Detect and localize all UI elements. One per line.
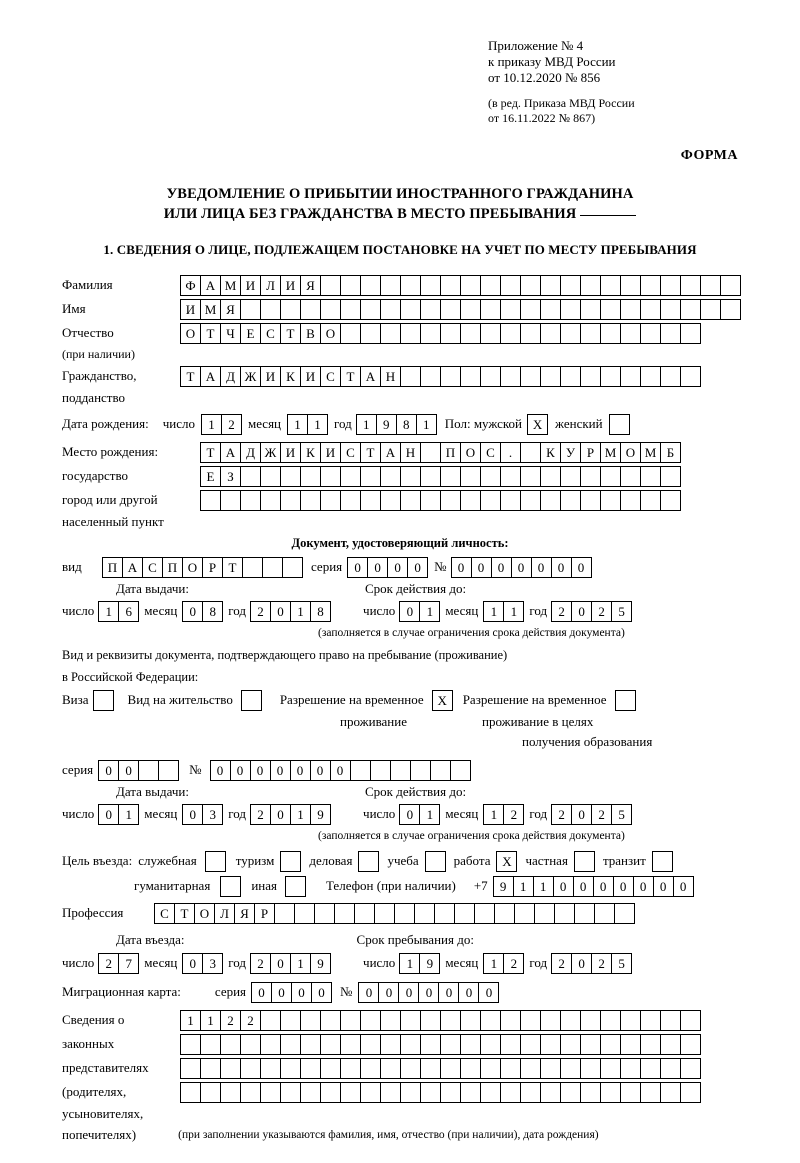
document-valid-label: Срок действия до: (365, 581, 467, 596)
birthdate-label: Дата рождения: (62, 416, 149, 431)
page-title-line-1: УВЕДОМЛЕНИЕ О ПРИБЫТИИ ИНОСТРАННОГО ГРАЖДАНИНА (166, 186, 634, 202)
purpose-study-checkbox[interactable] (425, 851, 446, 872)
stay-year-input[interactable]: 2 0 2 5 (551, 953, 632, 974)
row-representatives-3 (0, 1057, 800, 1079)
permit-series-input[interactable]: 0 0 (98, 760, 179, 781)
representatives-label-5: усыновителях, (62, 1106, 144, 1121)
document-issue-month-input[interactable]: 0 8 (182, 601, 223, 622)
surname-label: Фамилия (62, 277, 113, 292)
row-representatives-label-5 (0, 1105, 800, 1123)
permit-number-input[interactable]: 0 0 0 0 0 0 0 (210, 760, 471, 781)
header-line-3: от 10.12.2020 № 856 (488, 70, 601, 85)
citizenship-label: Гражданство, (62, 368, 137, 383)
document-type-input[interactable]: П А С П О Р Т (102, 557, 303, 578)
row-birthplace-note (0, 513, 800, 530)
stay-month-label: месяц (445, 955, 479, 970)
phone-prefix: +7 (473, 878, 488, 893)
row-profession (0, 902, 800, 924)
permit-edu-checkbox[interactable] (615, 690, 636, 711)
row-permit-sublabels-2 (0, 733, 800, 751)
name-input[interactable]: И М Я (180, 299, 741, 320)
row-permit-sublabels (0, 713, 800, 731)
sex-male-label: Пол: мужской (444, 416, 523, 431)
entry-day-label: число (62, 955, 95, 970)
row-entry-labels (0, 930, 800, 950)
permit-edu-label-1: Разрешение на временное (462, 692, 607, 707)
profession-input[interactable]: С Т О Л Я Р (154, 903, 635, 924)
document-type-label: вид (62, 559, 82, 574)
stay-month-input[interactable]: 1 2 (483, 953, 524, 974)
birthplace-sublabel-2: город или другой (62, 492, 158, 507)
permit-issue-month-label: месяц (144, 806, 178, 821)
row-citizenship (0, 365, 800, 387)
phone-label: Телефон (при наличии) (325, 878, 456, 893)
entry-day-input[interactable]: 2 7 (98, 953, 139, 974)
permit-validity-note: (заполняется в случае ограничения срока действия документа) (318, 829, 625, 842)
purpose-transit-label: транзит (602, 853, 646, 868)
permit-valid-day-input[interactable]: 0 1 (399, 804, 440, 825)
document-series-label: серия (311, 559, 343, 574)
sex-female-label: женский (555, 416, 603, 431)
citizenship-input[interactable]: Т А Д Ж И К И С Т А Н (180, 366, 701, 387)
patronymic-input[interactable]: О Т Ч Е С Т В О (180, 323, 701, 344)
representatives-note: (при заполнении указываются фамилия, имя, отчество (при наличии), дата рождения) (178, 1129, 599, 1141)
permit-header-1: Вид и реквизиты документа, подтверждающего право на пребывание (проживание) (62, 647, 508, 662)
document-series-input[interactable]: 0 0 0 0 (347, 557, 428, 578)
permit-series-label: серия (62, 762, 94, 777)
document-valid-month-input[interactable]: 1 1 (483, 601, 524, 622)
birthdate-year-label: год (334, 416, 352, 431)
purpose-official-label: служебная (138, 853, 197, 868)
document-issue-year-label: год (228, 603, 247, 618)
purpose-official-checkbox[interactable] (205, 851, 226, 872)
document-issue-day-label: число (62, 603, 95, 618)
sex-male-checkbox[interactable]: X (527, 414, 548, 435)
purpose-business-checkbox[interactable] (358, 851, 379, 872)
permit-temp-checkbox[interactable]: X (432, 690, 453, 711)
migration-card-label: Миграционная карта: (62, 984, 181, 999)
entry-year-input[interactable]: 2 0 1 9 (250, 953, 331, 974)
birthdate-day-label: число (162, 416, 195, 431)
migration-series-label: серия (214, 984, 247, 999)
birthplace-label: Место рождения: (62, 444, 159, 459)
representatives-line3-input[interactable] (180, 1058, 701, 1079)
page-title-line-2: ИЛИ ЛИЦА БЕЗ ГРАЖДАНСТВА В МЕСТО ПРЕБЫВАНИЯ (163, 206, 577, 222)
row-representatives-2 (0, 1033, 800, 1055)
permit-issue-month-input[interactable]: 0 3 (182, 804, 223, 825)
document-header-label: Документ, удостоверяющий личность: (291, 535, 509, 550)
document-issue-day-input[interactable]: 1 6 (98, 601, 139, 622)
birthplace-sublabel-3: населенный пункт (62, 513, 164, 529)
row-permit-note (0, 827, 800, 844)
row-patronymic (0, 322, 800, 344)
patronymic-sublabel: (при наличии) (62, 347, 135, 361)
permit-residence-label: Вид на жительство (127, 692, 233, 707)
document-valid-year-label: год (529, 603, 548, 618)
purpose-tourism-label: туризм (235, 853, 275, 868)
permit-header-2: в Российской Федерации: (62, 669, 199, 684)
birthdate-month-input[interactable]: 1 1 (287, 414, 328, 435)
row-permit-header-1 (0, 645, 800, 665)
phone-input[interactable]: 9 1 1 0 0 0 0 0 0 0 (493, 876, 694, 897)
row-representatives-4 (0, 1081, 800, 1103)
sex-female-checkbox[interactable] (609, 414, 630, 435)
stay-day-input[interactable]: 1 9 (399, 953, 440, 974)
permit-number-label: № (189, 762, 202, 777)
permit-residence-checkbox[interactable] (241, 690, 262, 711)
purpose-study-label: учеба (387, 853, 419, 868)
migration-series-input[interactable]: 0 0 0 0 (251, 982, 332, 1003)
document-number-input[interactable]: 0 0 0 0 0 0 0 (451, 557, 592, 578)
permit-temp-label-2: проживание (340, 714, 407, 729)
permit-valid-label: Срок действия до: (365, 784, 467, 799)
header-line-4: (в ред. Приказа МВД России (488, 96, 635, 110)
document-issue-month-label: месяц (144, 603, 178, 618)
row-birthplace-2 (0, 465, 800, 487)
row-citizenship-note (0, 389, 800, 407)
representatives-label-2: законных (62, 1036, 115, 1051)
row-representatives-footer (0, 1125, 800, 1145)
stay-day-label: число (363, 955, 396, 970)
entry-month-input[interactable]: 0 3 (182, 953, 223, 974)
purpose-label: Цель въезда: (62, 853, 133, 868)
permit-issue-year-label: год (228, 806, 247, 821)
permit-visa-checkbox[interactable] (93, 690, 114, 711)
permit-issue-day-label: число (62, 806, 95, 821)
row-name (0, 298, 800, 320)
surname-input[interactable]: Ф А М И Л И Я (180, 275, 741, 296)
birthdate-day-input[interactable]: 1 2 (201, 414, 242, 435)
citizenship-sublabel: подданство (62, 390, 126, 405)
row-permit-types (0, 689, 800, 711)
representatives-label-3: представителях (62, 1060, 149, 1075)
permit-temp-label-1: Разрешение на временное (279, 692, 424, 707)
purpose-other-label: иная (251, 878, 277, 893)
entry-date-label: Дата въезда: (116, 932, 185, 947)
purpose-tourism-checkbox[interactable] (280, 851, 301, 872)
purpose-transit-checkbox[interactable] (652, 851, 673, 872)
row-birthdate (0, 413, 800, 435)
representatives-line2-input[interactable] (180, 1034, 701, 1055)
row-representatives-1 (0, 1009, 800, 1031)
row-permit-series (0, 759, 800, 781)
purpose-humanitarian-label: гуманитарная (134, 878, 211, 893)
document-number-label: № (434, 559, 447, 574)
page-title (0, 184, 800, 224)
row-purpose (0, 850, 800, 872)
birthplace-sublabel-1: государство (62, 468, 128, 483)
purpose-work-label: работа (453, 853, 491, 868)
row-document-type (0, 556, 800, 578)
permit-valid-month-label: месяц (445, 806, 479, 821)
birthdate-year-input[interactable]: 1 9 8 1 (356, 414, 437, 435)
row-permit-date-labels (0, 783, 800, 801)
row-document-dates (0, 600, 800, 622)
document-issue-year-input[interactable]: 2 0 1 8 (250, 601, 331, 622)
permit-issue-day-input[interactable]: 0 1 (98, 804, 139, 825)
entry-year-label: год (228, 955, 247, 970)
purpose-business-label: деловая (309, 853, 353, 868)
stay-until-label: Срок пребывания до: (356, 932, 474, 947)
section-1-title: 1. СВЕДЕНИЯ О ЛИЦЕ, ПОДЛЕЖАЩЕМ ПОСТАНОВКЕ НА УЧЕТ ПО МЕСТУ ПРЕБЫВАНИЯ (103, 242, 697, 257)
permit-valid-day-label: число (363, 806, 396, 821)
row-entry-dates (0, 952, 800, 974)
row-permit-header-2 (0, 667, 800, 687)
permit-visa-label: Виза (62, 692, 89, 707)
birthdate-month-label: месяц (247, 416, 282, 431)
document-valid-month-label: месяц (445, 603, 479, 618)
patronymic-label: Отчество (62, 325, 114, 340)
document-issue-label: Дата выдачи: (116, 581, 190, 596)
entry-month-label: месяц (144, 955, 178, 970)
purpose-private-label: частная (525, 853, 568, 868)
profession-label: Профессия (62, 905, 124, 920)
representatives-label-1: Сведения о (62, 1012, 125, 1027)
document-valid-day-label: число (363, 603, 396, 618)
representatives-label-6: попечителях) (62, 1127, 137, 1142)
representatives-label-4: (родителях, (62, 1084, 127, 1099)
row-document-note (0, 624, 800, 641)
migration-number-label: № (340, 984, 353, 999)
row-birthplace (0, 441, 800, 463)
permit-edu-label-3: получения образования (522, 734, 653, 749)
permit-edu-label-2: проживание в целях (482, 714, 594, 729)
name-label: Имя (62, 301, 86, 316)
title-blank-line (580, 215, 636, 216)
document-valid-year-input[interactable]: 2 0 2 5 (551, 601, 632, 622)
migration-number-input[interactable]: 0 0 0 0 0 0 0 (358, 982, 499, 1003)
row-migration-card (0, 981, 800, 1003)
row-document-date-labels (0, 580, 800, 598)
purpose-other-checkbox[interactable] (285, 876, 306, 897)
permit-valid-month-input[interactable]: 1 2 (483, 804, 524, 825)
representatives-line4-input[interactable] (180, 1082, 701, 1103)
header-line-5: от 16.11.2022 № 867) (488, 111, 596, 125)
document-validity-note: (заполняется в случае ограничения срока действия документа) (318, 626, 625, 639)
birthplace-line1-input[interactable]: Т А Д Ж И К И С Т А Н П О С . К У Р М О М Б (200, 442, 681, 463)
permit-valid-year-label: год (529, 806, 548, 821)
representatives-line1-input[interactable]: 1 1 2 2 (180, 1010, 701, 1031)
permit-issue-label: Дата выдачи: (116, 784, 190, 799)
purpose-work-checkbox[interactable]: X (496, 851, 517, 872)
row-surname (0, 274, 800, 296)
forma-label: ФОРМА (680, 148, 738, 163)
document-valid-day-input[interactable]: 0 1 (399, 601, 440, 622)
stay-year-label: год (529, 955, 548, 970)
header-line-2: к приказу МВД России (488, 54, 616, 69)
row-permit-dates (0, 803, 800, 825)
permit-valid-year-input[interactable]: 2 0 2 5 (551, 804, 632, 825)
row-purpose-2 (0, 875, 800, 897)
row-document-header (0, 532, 800, 554)
purpose-private-checkbox[interactable] (574, 851, 595, 872)
purpose-humanitarian-checkbox[interactable] (220, 876, 241, 897)
birthplace-line3-input[interactable] (200, 490, 681, 511)
form-body (0, 274, 800, 1147)
row-patronymic-note (0, 346, 800, 363)
permit-issue-year-input[interactable]: 2 0 1 9 (250, 804, 331, 825)
row-birthplace-3 (0, 489, 800, 511)
birthplace-line2-input[interactable]: Е З (200, 466, 681, 487)
header-line-1: Приложение № 4 (488, 38, 584, 53)
document-header-reference (488, 38, 738, 126)
